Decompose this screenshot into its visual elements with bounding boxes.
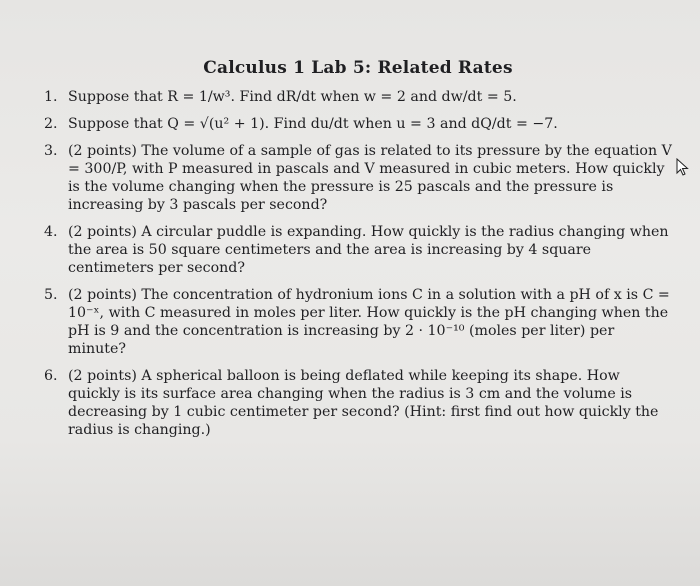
mouse-pointer-icon bbox=[676, 158, 690, 176]
problem-number: 2. bbox=[44, 116, 58, 132]
problem-number: 5. bbox=[44, 287, 58, 303]
problem-text: (2 points) The concentration of hydronium ions C in a solution with a pH of x is C = 10⁻ˣ, with C measured in moles per liter. How quickly is the pH changing when the pH is 9 and the concentration is increasing by 2 · 10⁻¹⁰ (moles per liter) per minute? bbox=[68, 287, 670, 357]
problem-number: 6. bbox=[44, 368, 58, 384]
problem-text: Suppose that R = 1/w³. Find dR/dt when w = 2 and dw/dt = 5. bbox=[68, 89, 517, 105]
problem-number: 4. bbox=[44, 224, 58, 240]
problem-2 bbox=[44, 115, 672, 133]
problem-3 bbox=[44, 142, 672, 214]
problem-text: (2 points) A circular puddle is expanding. How quickly is the radius changing when the area is 50 square centimeters and the area is increasing by 4 square centimeters per second? bbox=[68, 224, 669, 276]
problem-6 bbox=[44, 367, 672, 439]
problem-4 bbox=[44, 223, 672, 277]
problem-text: Suppose that Q = √(u² + 1). Find du/dt when u = 3 and dQ/dt = −7. bbox=[68, 116, 558, 132]
problem-number: 3. bbox=[44, 143, 58, 159]
problem-text: (2 points) The volume of a sample of gas is related to its pressure by the equation V = 300/P, with P measured in pascals and V measured in cubic meters. How quickly is the volume changing when the pressure is 25 pascals and the pressure is increasing by 3 pascals per second? bbox=[68, 143, 672, 213]
problem-1 bbox=[44, 88, 672, 106]
page-title: Calculus 1 Lab 5: Related Rates bbox=[203, 58, 513, 78]
problem-number: 1. bbox=[44, 89, 58, 105]
problem-5 bbox=[44, 286, 672, 358]
problem-text: (2 points) A spherical balloon is being deflated while keeping its shape. How quickly is its surface area changing when the radius is 3 cm and the volume is decreasing by 1 cubic centimeter per second? (Hint: first find out how quickly the radius is changing.) bbox=[68, 368, 659, 438]
worksheet bbox=[44, 58, 672, 448]
